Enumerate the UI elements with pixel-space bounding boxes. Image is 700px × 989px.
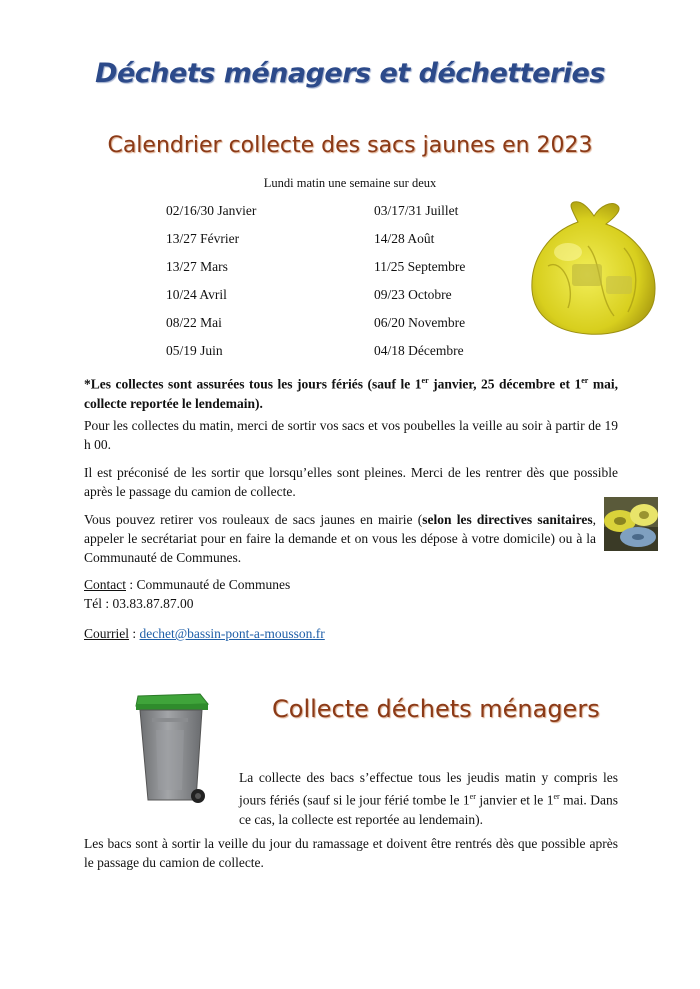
calendar-left-column (166, 202, 256, 370)
paragraph-evening: Pour les collectes du matin, merci de sortir vos sacs et vos poubelles la veille au soir à partir de 19 h 00. (84, 418, 618, 452)
paragraph-bag-rolls: Vous pouvez retirer vos rouleaux de sacs jaunes en mairie (selon les directives sanitaires, appeler le secrétariat pour en faire la demande et on vous les dépose à votre domicile) ou à la Communauté de Communes. (84, 512, 596, 565)
calendar-date: 06/20 Novembre (374, 315, 466, 330)
calendar-date: 10/24 Avril (166, 287, 227, 302)
calendar-date: 02/16/30 Janvier (166, 203, 257, 218)
email-label: Courriel (84, 626, 129, 641)
holiday-note: *Les collectes sont assurées tous les jours fériés (sauf le 1er janvier, 25 décembre et 1er mai, collecte reportée le lendemain). (84, 376, 618, 411)
paragraph-full-bins: Il est préconisé de les sortir que lorsqu’elles sont pleines. Merci de les rentrer dès que possible après le passage du camion de collecte. (84, 465, 618, 499)
section-heading-yellow-bags: Calendrier collecte des sacs jaunes en 2023 (107, 133, 593, 158)
calendar-date: 09/23 Octobre (374, 287, 452, 302)
collection-frequency: Lundi matin une semaine sur deux (263, 176, 437, 190)
calendar-date: 14/28 Août (374, 231, 435, 246)
section-heading-household-waste: Collecte déchets ménagers (272, 695, 600, 723)
contact-phone: Tél : 03.83.87.87.00 (84, 596, 194, 611)
wheelie-bin-image (130, 690, 214, 812)
calendar-date: 03/17/31 Juillet (374, 203, 459, 218)
calendar-right-column (374, 202, 465, 370)
calendar-date: 04/18 Décembre (374, 343, 464, 358)
calendar-date: 05/19 Juin (166, 343, 223, 358)
contact-block: Contact : Communauté de Communes Tél : 03.83.87.87.00 (84, 575, 618, 613)
paragraph-bin-collection: La collecte des bacs s’effectue tous les jeudis matin y compris les jours fériés (sauf si le jour férié tombe le 1er janvier et le 1er mai. Dans ce cas, la collecte est reportée au lendemain). (239, 770, 619, 827)
paragraph-bins-out: Les bacs sont à sortir la veille du jour du ramassage et doivent être rentrés dès que possible après le passage du camion de collecte. (84, 836, 618, 870)
page-title: Déchets ménagers et déchetteries (95, 58, 605, 89)
calendar-date: 08/22 Mai (166, 315, 222, 330)
email-line: Courriel : dechet@bassin-pont-a-mousson.fr (84, 626, 325, 641)
calendar-date: 13/27 Mars (166, 259, 228, 274)
yellow-bag-image (528, 196, 662, 338)
email-link[interactable]: dechet@bassin-pont-a-mousson.fr (139, 626, 325, 641)
calendar-date: 13/27 Février (166, 231, 240, 246)
calendar-date: 11/25 Septembre (374, 259, 466, 274)
bag-rolls-image (604, 497, 658, 551)
contact-label: Contact (84, 577, 126, 592)
